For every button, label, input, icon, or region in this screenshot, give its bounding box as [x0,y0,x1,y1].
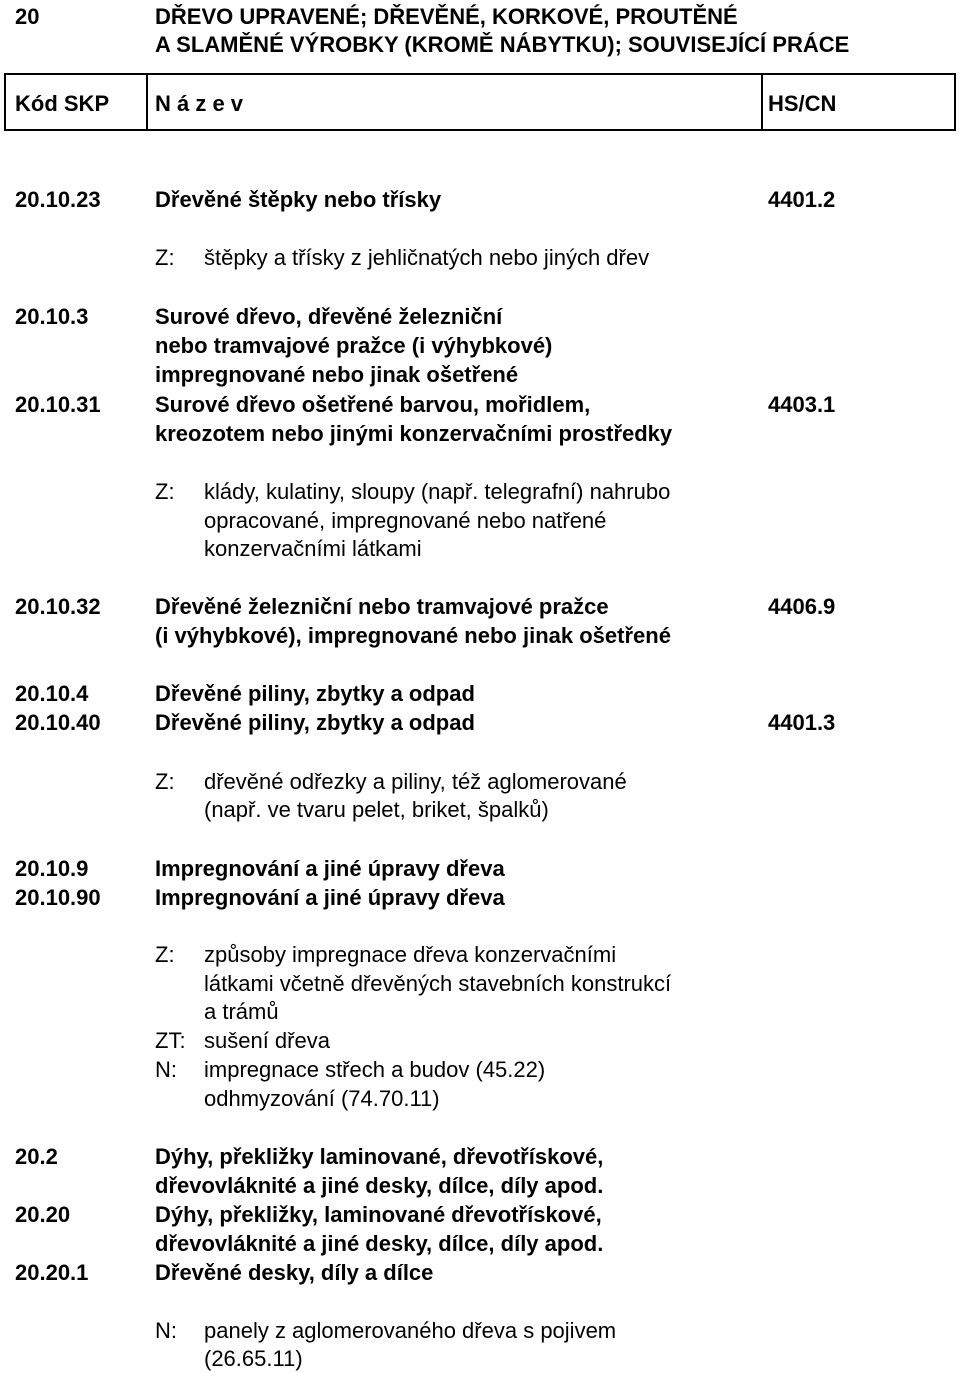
note-label: Z: [155,479,175,504]
chapter-title-line-2: A SLAMĚNÉ VÝROBKY (KROMĚ NÁBYTKU); SOUVISEJÍCÍ PRÁCE [155,32,850,57]
note-label: ZT: [155,1028,186,1053]
entry-hs-code: 4403.1 [768,392,836,417]
entry-name-line: nebo tramvajové pražce (i výhybkové) [155,333,553,358]
entry-code: 20.10.3 [15,304,89,329]
entry-name-line: Dýhy, překližky laminované, dřevotřískové, [155,1144,604,1169]
entry-name-line: (i výhybkové), impregnované nebo jinak ošetřené [155,623,671,648]
entry-code: 20.10.31 [15,392,101,417]
note-line: štěpky a třísky z jehličnatých nebo jiných dřev [204,245,650,270]
chapter-number: 20 [15,4,40,29]
entry-code: 20.10.4 [15,681,89,706]
entry-name-line: kreozotem nebo jinými konzervačními prostředky [155,421,673,446]
chapter-title-line-1: DŘEVO UPRAVENÉ; DŘEVĚNÉ, KORKOVÉ, PROUTĚNÉ [155,4,738,29]
note-line: (např. ve tvaru pelet, briket, špalků) [204,797,549,822]
entry-name-line: Dýhy, překližky, laminované dřevotřískové, [155,1202,602,1227]
entry-name: Impregnování a jiné úpravy dřeva [155,885,505,910]
note-label: Z: [155,245,175,270]
entry-code: 20.20.1 [15,1260,89,1285]
entry-code: 20.10.90 [15,885,101,910]
note-line: (26.65.11) [204,1346,303,1371]
header-divider [761,75,763,129]
entry-code: 20.2 [15,1144,58,1169]
note-line: a trámů [204,999,279,1024]
note-line: látkami včetně dřevěných stavebních konstrukcí [204,971,672,996]
note-label: Z: [155,942,175,967]
note-line: opracované, impregnované nebo natřené [204,508,607,533]
note-line: způsoby impregnace dřeva konzervačními [204,942,617,967]
note-line: klády, kulatiny, sloupy (např. telegrafní) nahrubo [204,479,671,504]
entry-name-line: Surové dřevo, dřevěné železniční [155,304,503,329]
entry-hs-code: 4401.2 [768,187,836,212]
note-line: impregnace střech a budov (45.22) [204,1057,546,1082]
header-hs: HS/CN [768,91,837,116]
entry-name-line: dřevovláknité a jiné desky, dílce, díly apod. [155,1231,604,1256]
note-label: N: [155,1057,177,1082]
note-line: odhmyzování (74.70.11) [204,1086,440,1111]
entry-name: Dřevěné piliny, zbytky a odpad [155,710,475,735]
header-name: N á z e v [155,91,244,116]
note-line: dřevěné odřezky a piliny, též aglomerované [204,769,627,794]
entry-code: 20.10.9 [15,856,89,881]
note-label: Z: [155,769,175,794]
entry-name: Dřevěné desky, díly a dílce [155,1260,434,1285]
entry-hs-code: 4401.3 [768,710,836,735]
note-line: panely z aglomerovaného dřeva s pojivem [204,1318,617,1343]
note-line: konzervačními látkami [204,536,422,561]
entry-name: Dřevěné piliny, zbytky a odpad [155,681,475,706]
note-line: sušení dřeva [204,1028,330,1053]
entry-code: 20.10.23 [15,187,101,212]
entry-code: 20.10.40 [15,710,101,735]
header-code: Kód SKP [15,91,110,116]
entry-name-line: impregnované nebo jinak ošetřené [155,362,519,387]
entry-code: 20.20 [15,1202,71,1227]
entry-hs-code: 4406.9 [768,594,836,619]
entry-name-line: Dřevěné železniční nebo tramvajové pražce [155,594,609,619]
entry-name: Dřevěné štěpky nebo třísky [155,187,442,212]
entry-code: 20.10.32 [15,594,101,619]
header-divider [146,75,148,129]
entry-name: Impregnování a jiné úpravy dřeva [155,856,505,881]
note-label: N: [155,1318,177,1343]
entry-name-line: Surové dřevo ošetřené barvou, mořidlem, [155,392,591,417]
entry-name-line: dřevovláknité a jiné desky, dílce, díly apod. [155,1173,604,1198]
